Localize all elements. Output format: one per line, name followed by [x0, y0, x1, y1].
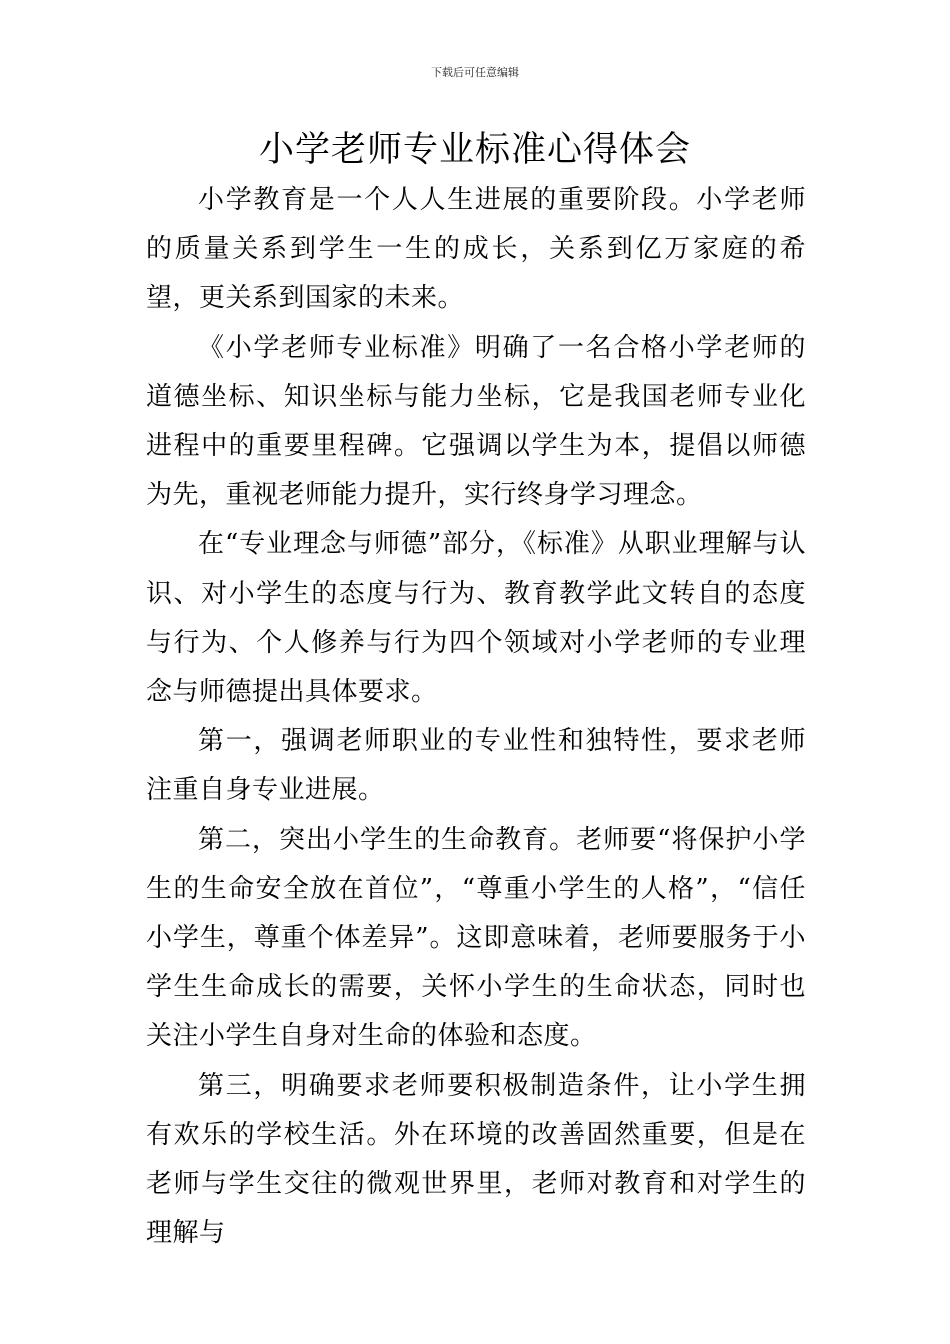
paragraph: 第三，明确要求老师要积极制造条件，让小学生拥有欢乐的学校生活。外在环境的改善固然重要，但是在老师与学生交往的微观世界里，老师对教育和对学生的理解与	[146, 1070, 806, 1249]
header-note: 下载后可任意编辑	[431, 66, 519, 79]
document-title: 小学老师专业标准心得体会	[258, 130, 691, 170]
paragraph: 第二，突出小学生的生命教育。老师要“将保护小学生的生命安全放在首位”，“尊重小学生的人格”，“信任小学生，尊重个体差异”。这即意味着，老师要服务于小学生生命成长的需要，关怀小学生的生命状态，同时也关注小学生自身对生命的体验和态度。	[146, 824, 806, 1052]
paragraph: 第一，强调老师职业的专业性和独特性，要求老师注重自身专业进展。	[146, 726, 806, 806]
document-body	[146, 176, 806, 1258]
paragraph: 在“专业理念与师德”部分，《标准》从职业理解与认识、对小学生的态度与行为、教育教学此文转自的态度与行为、个人修养与行为四个领域对小学老师的专业理念与师德提出具体要求。	[146, 529, 806, 708]
paragraph: 《小学老师专业标准》明确了一名合格小学老师的道德坐标、知识坐标与能力坐标，它是我国老师专业化进程中的重要里程碑。它强调以学生为本，提倡以师德为先，重视老师能力提升，实行终身学习理念。	[146, 332, 806, 511]
paragraph: 小学教育是一个人人生进展的重要阶段。小学老师的质量关系到学生一生的成长，关系到亿万家庭的希望，更关系到国家的未来。	[146, 185, 806, 314]
